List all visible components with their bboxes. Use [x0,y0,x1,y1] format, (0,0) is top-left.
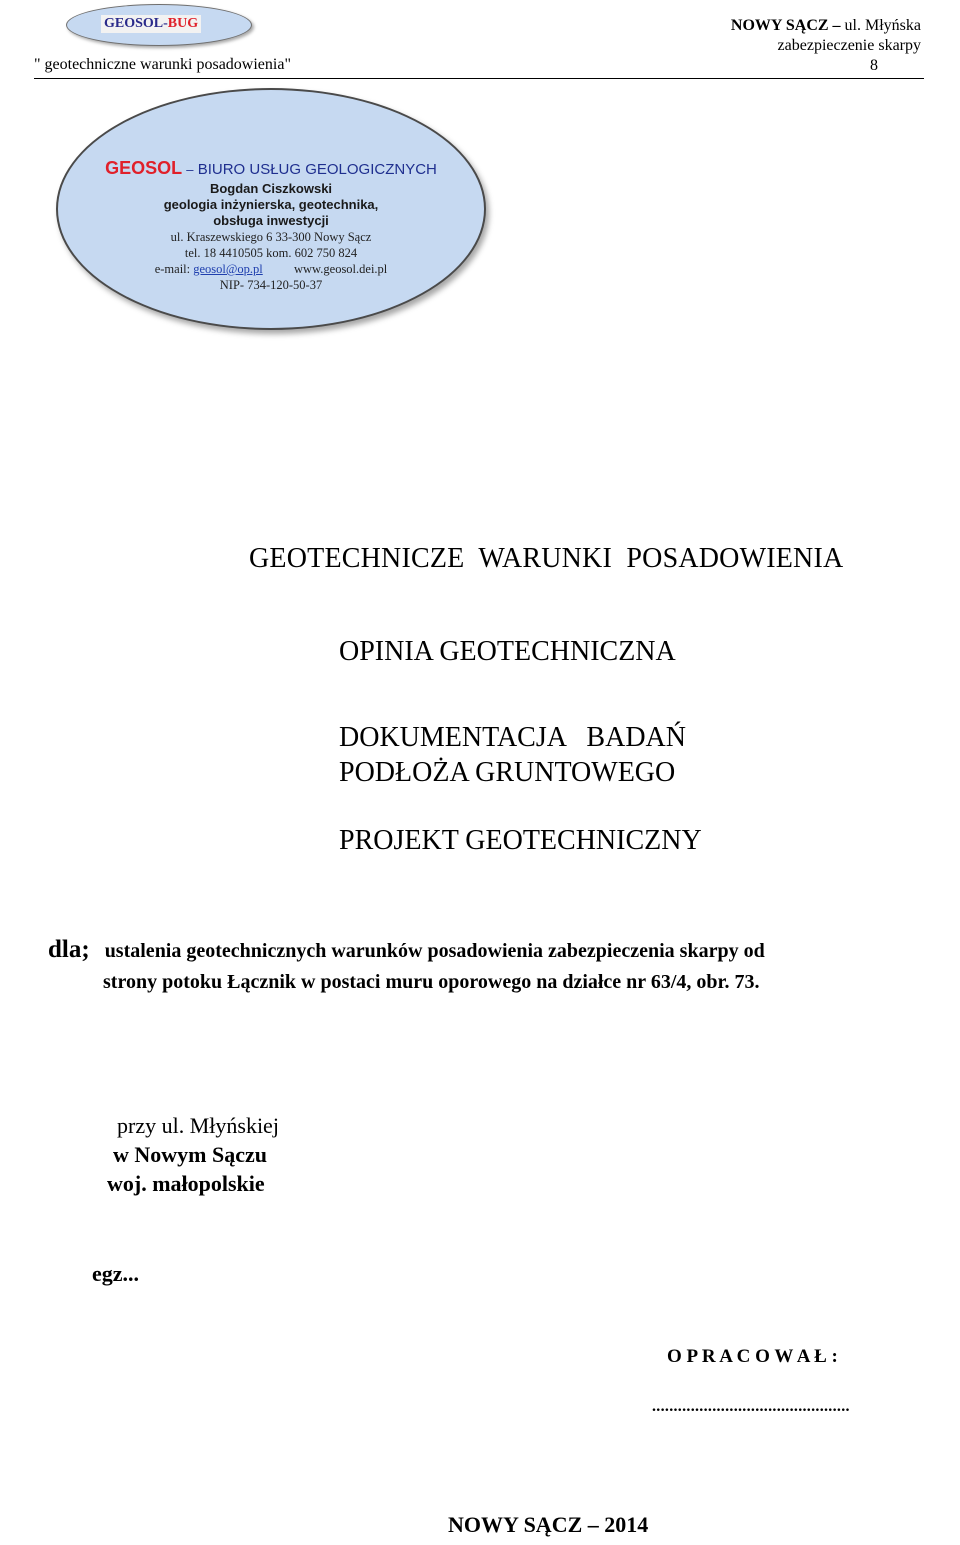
stamp-nip: NIP- 734-120-50-37 [219,278,323,292]
running-title: " geotechniczne warunki posadowienia" [34,56,291,73]
company-stamp [56,88,486,330]
logo-text-part1: GEOSOL- [104,16,168,31]
stamp-email-label: e-mail: [154,262,194,276]
stamp-services-2: obsługa inwestycji [213,213,329,228]
logo-text-part2: BUG [167,16,199,31]
page-number: 8 [870,57,878,74]
location-street: przy ul. Młyńskiej [117,1113,279,1138]
purpose-line-2: strony potoku Łącznik w postaci muru oporowego na działce nr 63/4, obr. 73. [103,971,760,993]
stamp-brand: GEOSOL [105,158,183,178]
stamp-services-1: geologia inżynierska, geotechnika, [163,197,379,212]
header-city: NOWY SĄCZ – [730,17,841,34]
header-street: ul. Młyńska [844,17,921,34]
title-line-4: PODŁOŻA GRUNTOWEGO [339,757,676,788]
stamp-address: ul. Kraszewskiego 6 33-300 Nowy Sącz [170,230,372,244]
location-voivodeship: woj. małopolskie [107,1171,265,1196]
title-line-1: GEOTECHNICZE WARUNKI POSADOWIENIA [249,543,844,574]
title-line-5: PROJEKT GEOTECHNICZNY [339,825,702,856]
title-line-2: OPINIA GEOTECHNICZNA [339,636,676,667]
stamp-email-link[interactable]: geosol@op.pl [193,262,263,276]
purpose-text-1: ustalenia geotechnicznych warunków posadowienia zabezpieczenia skarpy od [104,940,765,962]
title-line-3: DOKUMENTACJA BADAŃ [339,722,686,753]
stamp-phone: tel. 18 4410505 kom. 602 750 824 [184,246,358,260]
header-divider [34,78,924,79]
header-location [731,17,921,35]
location-city: w Nowym Sączu [113,1142,267,1167]
stamp-website: www.geosol.dei.pl [294,262,388,276]
prepared-by-label: O P R A C O W A Ł : [667,1346,838,1367]
stamp-dash: – [186,162,194,177]
stamp-heading [58,158,484,179]
stamp-owner: Bogdan Ciszkowski [209,181,333,196]
purpose-paragraph [48,934,960,998]
copy-number: egz... [92,1261,140,1286]
stamp-contact [58,262,484,277]
header-logo-text [101,15,201,33]
stamp-company: BIURO USŁUG GEOLOGICZNYCH [197,161,437,178]
footer-place-year: NOWY SĄCZ – 2014 [448,1512,649,1537]
purpose-line-1 [48,934,960,967]
header-logo [66,4,252,46]
purpose-prefix: dla; [48,936,90,963]
signature-line: .............................................. [652,1398,850,1415]
header-subject: zabezpieczenie skarpy [777,37,921,54]
